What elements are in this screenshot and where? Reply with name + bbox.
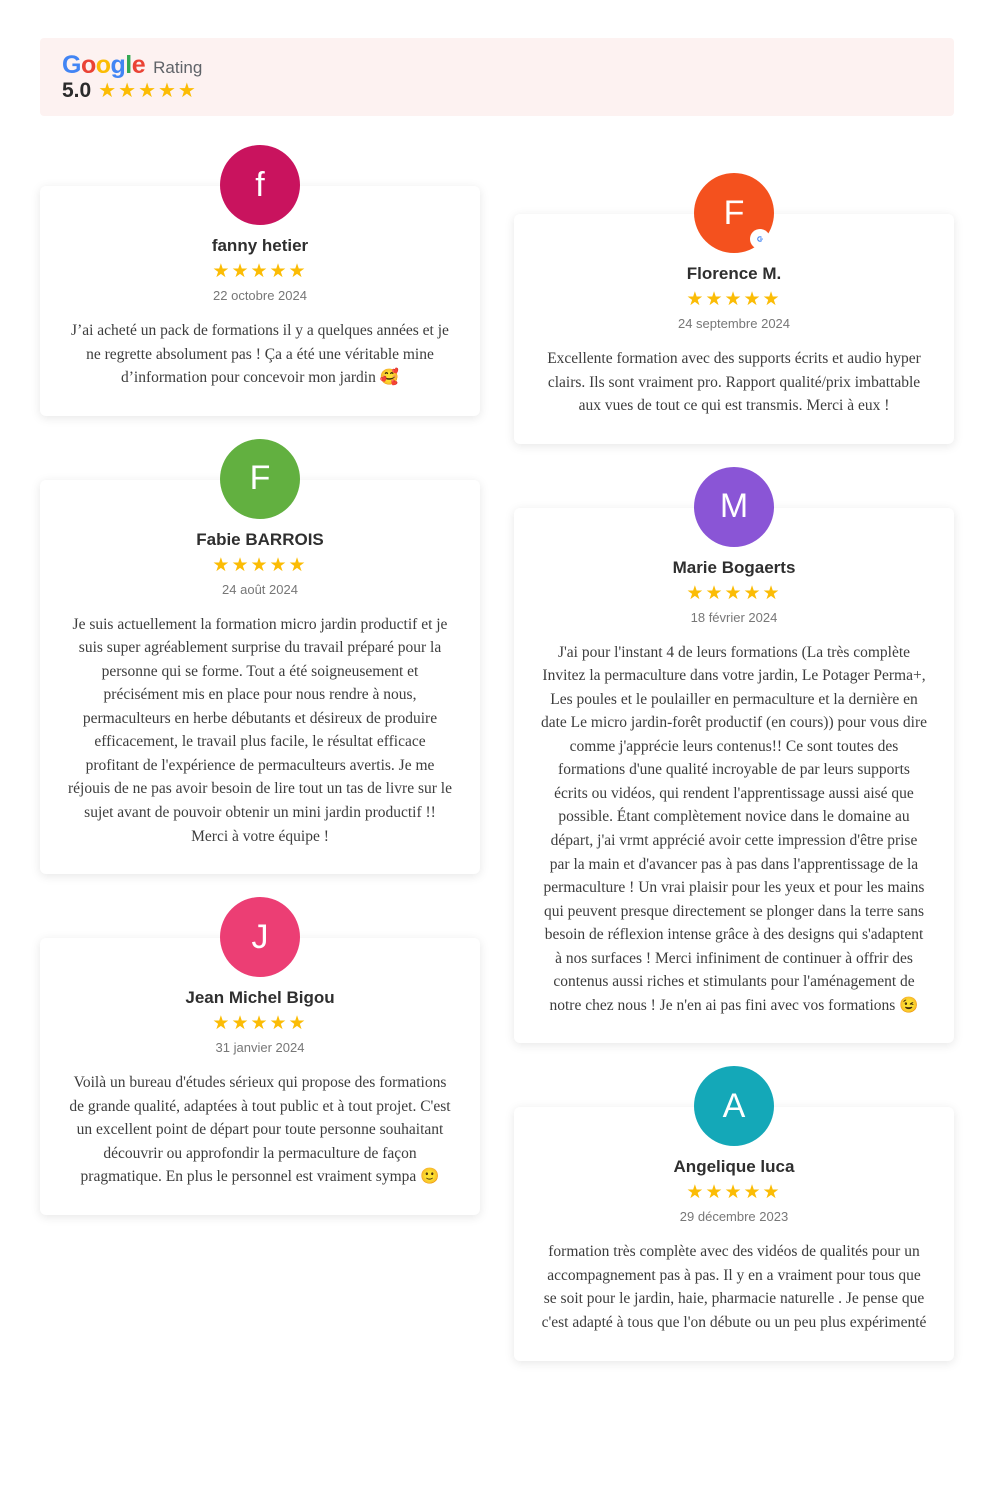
reviewer-name: Jean Michel Bigou <box>185 988 335 1008</box>
review-card <box>514 1086 954 1360</box>
review-text: Excellente formation avec des supports écrits et audio hyper clairs. Ils sont vraiment pro. Rapport qualité/prix imbattable aux vues de tout ce qui est transmis. Merci à eux ! <box>547 350 921 415</box>
review-stars: ★★★★★ <box>686 289 782 310</box>
review-text: J’ai acheté un pack de formations il y a quelques années et je ne regrette absolument pas ! Ça a été une véritable mine d’information pour concevoir mon jardin 🥰 <box>71 322 449 387</box>
avatar <box>220 439 300 519</box>
google-badge-icon <box>750 229 770 249</box>
google-rating-bar <box>40 38 954 116</box>
review-text: Voilà un bureau d'études sérieux qui propose des formations de grande qualité, adaptées à tout public et à tout projet. C'est un excellent point de départ pour toute personne souhaitant découvrir ou approfondir la permaculture de façon pragmatique. En plus le personnel est vraiment sympa 🙂 <box>69 1074 451 1186</box>
avatar-initial: J <box>251 917 269 956</box>
review-stars: ★★★★★ <box>686 582 782 604</box>
review-text: formation très complète avec des vidéos de qualités pour un accompagnement pas à pas. Il y en a vraiment pour tous que se soit pour le jardin, haie, pharmacie naturelle . Je pense que c'est adapté à tous que l'on débute ou un peu plus expérimenté <box>541 1243 927 1332</box>
reviewer-name: Marie Bogaerts <box>672 557 796 577</box>
avatar <box>220 897 300 977</box>
google-logo-letter-g2: g <box>110 51 126 79</box>
google-logo-letter-g: G <box>62 51 81 79</box>
review-text: Je suis actuellement la formation micro jardin productif et je suis super agréablement surprise du travail préparé pour la personne qui se forme. Tout a été soigneusement et précisément mis en place pour nous rendre à nous, permaculteurs en herbe débutants et désireux de produire efficacement, le travail plus facile, le résultat efficace profitant de l'expérience de permaculteurs avertis. Je me réjouis de ne pas avoir besoin de lire tout un tas de livre sur le sujet avant de pouvoir obtenir un mini jardin productif !! Merci à votre équipe ! <box>68 615 452 845</box>
review-card <box>40 459 480 874</box>
review-date: 22 octobre 2024 <box>213 288 307 303</box>
google-logo-letter-e: e <box>131 51 146 79</box>
google-logo-letter-l: l <box>125 51 132 79</box>
reviewer-name: Angelique luca <box>673 1157 795 1177</box>
avatar-initial: A <box>722 1086 746 1125</box>
rating-score: 5.0 <box>62 79 92 102</box>
reviews-column-left <box>40 145 480 1395</box>
review-text: J'ai pour l'instant 4 de leurs formations (La très complète Invitez la permaculture dans votre jardin, Le Potager Perma+, Les poules et le poulailler en permaculture et la dernière en date Le micro jardin-forêt productif (en cours)) pour vous dire comme j'apprécie leurs contenus!! Ce sont toutes des formations d'une qualité incroyable de par leurs supports écrits ou vidéos, qui rendent l'apprentissage aussi aisé que possible. Étant complètement novice dans le domaine au départ, j'ai vrmt apprécié avoir cette impression d'être prise par la main et d'avancer pas à pas dans l'apprentissage de la permaculture ! Un vrai plaisir pour les yeux et pour les mains qui peuvent presque directement se plonger dans la terre sans besoin de réflexion intense grâce à des designs qui s'adaptent à nos surfaces ! Merci infiniment de continuer à offrir des contenus aussi riches et stimulants pour l'aménagement de notre chez nous ! Je n'en ai pas fini avec vos formations 😉 <box>540 643 928 1014</box>
google-logo-letter-o1: o <box>80 51 96 79</box>
review-card <box>514 487 954 1044</box>
rating-stars: ★★★★★ <box>98 79 198 102</box>
review-card <box>514 193 954 444</box>
review-date: 29 décembre 2023 <box>679 1209 789 1225</box>
google-rating-content <box>40 53 202 101</box>
avatar <box>694 467 774 547</box>
rating-score-row <box>62 80 202 101</box>
avatar-initial: F <box>723 193 745 232</box>
avatar-initial: F <box>249 459 271 498</box>
avatar-initial: f <box>255 165 265 204</box>
avatar <box>220 145 300 225</box>
review-stars: ★★★★★ <box>212 1013 308 1035</box>
rating-label: Rating <box>153 58 203 77</box>
review-date: 24 septembre 2024 <box>677 316 791 331</box>
avatar-initial: M <box>719 487 749 526</box>
google-logo-row <box>62 53 202 78</box>
review-stars: ★★★★★ <box>686 1182 782 1204</box>
reviewer-name: Fabie BARROIS <box>196 529 324 549</box>
review-stars: ★★★★★ <box>212 554 308 576</box>
avatar <box>694 1066 774 1146</box>
reviews-columns <box>40 145 954 1395</box>
avatar <box>694 173 774 253</box>
review-date: 24 août 2024 <box>222 581 298 597</box>
google-logo <box>62 53 145 78</box>
review-date: 31 janvier 2024 <box>215 1040 305 1056</box>
review-stars: ★★★★★ <box>212 261 308 282</box>
reviewer-name: Florence M. <box>686 264 782 283</box>
reviewer-name: fanny hetier <box>211 236 309 255</box>
review-date: 18 février 2024 <box>690 609 778 625</box>
reviews-column-right <box>514 145 954 1395</box>
review-card <box>40 165 480 416</box>
google-logo-letter-o2: o <box>95 51 111 79</box>
review-card <box>40 917 480 1215</box>
